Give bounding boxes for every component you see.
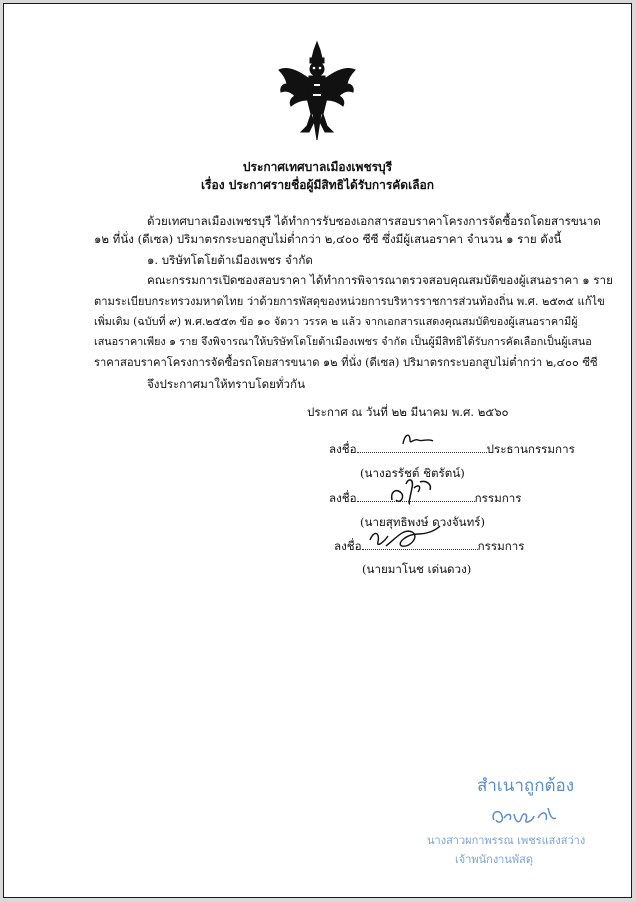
handwritten-signature-2: [388, 474, 438, 508]
sign-label: ลงชื่อ: [329, 491, 357, 505]
handwritten-signature-3: [366, 520, 444, 552]
sign-label: ลงชื่อ: [329, 442, 357, 456]
garuda-emblem-icon: [277, 40, 357, 144]
closing-statement: จึงประกาศมาให้ทราบโดยทั่วกัน: [147, 377, 305, 391]
announcement-subject: เรื่อง ประกาศรายชื่อผู้มีสิทธิได้รับการคัดเลือก: [200, 178, 435, 192]
paragraph-1-line-2: ๑๒ ที่นั่ง (ดีเซล) ปริมาตรกระบอกสูบไม่ต่ำกว่า ๒,๔๐๐ ซีซี ซึ่งมีผู้เสนอราคา จำนวน ๑ ราย ดังนี้: [94, 232, 562, 246]
signer-name-1: (นางอรรัชต์ ชิตรัตน์): [360, 466, 465, 480]
paragraph-2-line-2: ตามระเบียบกระทรวงมหาดไทย ว่าด้วยการพัสดุของหน่วยการบริหารราชการส่วนท้องถิ่น พ.ศ. ๒๕๓๕ แก้ไข: [94, 295, 605, 308]
sign-label: ลงชื่อ: [334, 539, 362, 553]
signer-role: กรรมการ: [477, 539, 525, 553]
signer-role: กรรมการ: [474, 491, 522, 505]
paragraph-1-line-1: ด้วยเทศบาลเมืองเพชรบุรี ได้ทำการรับซองเอกสารสอบราคาโครงการจัดซื้อรถโดยสารขนาด: [147, 214, 601, 228]
announcement-title: ประกาศเทศบาลเมืองเพชรบุรี: [242, 160, 393, 174]
paragraph-2-line-4: เสนอราคาเพียง ๑ ราย จึงพิจารณาให้บริษัทโตโยต้าเมืองเพชร จำกัด เป็นผู้มีสิทธิได้รับการคัดเลือกเป็นผู้เสนอ: [94, 335, 592, 348]
signer-role: ประธานกรรมการ: [486, 442, 575, 456]
certifier-signature: [488, 804, 558, 830]
signer-name-2: (นายสุทธิพงษ์ ดวงจันทร์): [360, 515, 485, 529]
announcement-date: ประกาศ ณ วันที่ ๒๒ มีนาคม พ.ศ. ๒๕๖๐: [307, 405, 509, 419]
handwritten-signature-1: [400, 430, 436, 448]
certifier-name: นางสาวผกาพรรณ เพชรแสงสว่าง: [427, 834, 586, 847]
certifier-title: เจ้าพนักงานพัสดุ: [455, 853, 533, 866]
signer-name-3: (นายมาโนช เด่นดวง): [362, 562, 472, 576]
signature-row-1: [329, 441, 575, 459]
paragraph-2-line-1: คณะกรรมการเปิดซองสอบราคา ได้ทำการพิจารณาตรวจสอบคุณสมบัติของผู้เสนอราคา ๑ ราย: [147, 273, 613, 287]
certified-copy-stamp: สำเนาถูกต้อง: [477, 776, 575, 796]
bidder-item-1: ๑. บริษัทโตโยต้าเมืองเพชร จำกัด: [147, 253, 313, 267]
paragraph-2-line-3: เพิ่มเติม (ฉบับที่ ๙) พ.ศ.๒๕๕๓ ข้อ ๑๐ จัตวา วรรค ๒ แล้ว จากเอกสารแสดงคุณสมบัติของผู้เสนอราคามีผู้: [94, 315, 578, 328]
paragraph-2-line-5: ราคาสอบราคาโครงการจัดซื้อรถโดยสารขนาด ๑๒ ที่นั่ง (ดีเซล) ปริมาตรกระบอกสูบไม่ต่ำกว่า ๒,๔๐๐ ซีซี: [94, 356, 598, 369]
document-page: [3, 3, 632, 898]
